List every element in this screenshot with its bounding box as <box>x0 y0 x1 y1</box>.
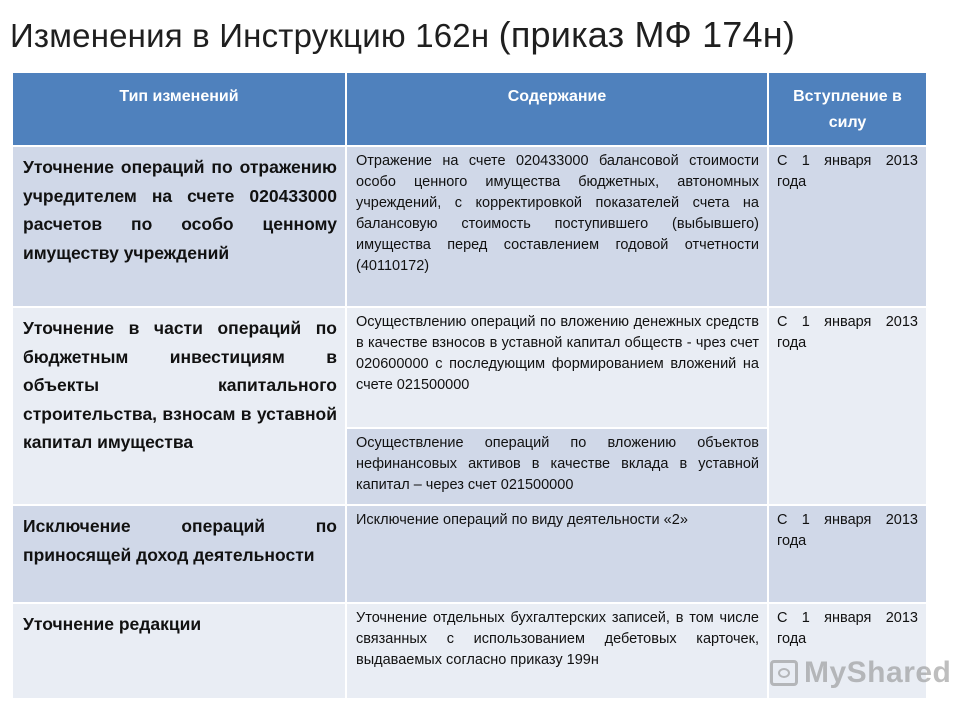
table-row <box>12 146 927 307</box>
header-change-type: Тип изменений <box>12 72 346 146</box>
effective-date-cell: С 1 января 2013 года <box>768 307 927 505</box>
slide-title <box>10 14 795 56</box>
changes-table <box>11 71 928 700</box>
content-cell: Уточнение отдельных бухгалтерских записей, в том числе связанных с использованием дебетовых карточек, выдаваемых согласно приказу 199н <box>346 603 768 699</box>
change-type-cell: Уточнение в части операций по бюджетным инвестициям в объекты капитального строительства, взносам в уставной капитал имущества <box>12 307 346 505</box>
table-row <box>12 505 927 603</box>
content-cell: Исключение операций по виду деятельности «2» <box>346 505 768 603</box>
effective-date-cell: С 1 января 2013 года <box>768 603 927 699</box>
watermark <box>770 656 951 690</box>
change-type-cell: Исключение операций по приносящей доход деятельности <box>12 505 346 603</box>
change-type-cell: Уточнение операций по отражению учредителем на счете 020433000 расчетов по особо ценному имуществу учреждений <box>12 146 346 307</box>
watermark-text: MyShared <box>804 656 952 689</box>
content-cell: Осуществление операций по вложению объектов нефинансовых активов в качестве вклада в уставной капитал – через счет 021500000 <box>346 428 768 505</box>
content-cell: Осуществлению операций по вложению денежных средств в качестве взносов в уставной капитал обществ - чрез счет 020600000 с последующим формированием вложений на счете 021500000 <box>346 307 768 428</box>
header-effective-date: Вступление в силу <box>768 72 927 146</box>
slide-title-main: Изменения в Инструкцию 162н <box>10 17 499 54</box>
content-cell: Отражение на счете 020433000 балансовой стоимости особо ценного имущества бюджетных, автономных учреждений, с корректировкой показателей счета на балансовую стоимость поступившего (выбывшего) имущества перед составлением годовой отчетности (40110172) <box>346 146 768 307</box>
effective-date-cell: С 1 января 2013 года <box>768 505 927 603</box>
table-header-row <box>12 72 927 146</box>
effective-date-cell: С 1 января 2013 года <box>768 146 927 307</box>
change-type-cell: Уточнение редакции <box>12 603 346 699</box>
slide-title-order: (приказ МФ 174н) <box>498 14 796 55</box>
header-content: Содержание <box>346 72 768 146</box>
table-row <box>12 307 927 428</box>
myshared-logo-icon <box>770 660 798 686</box>
